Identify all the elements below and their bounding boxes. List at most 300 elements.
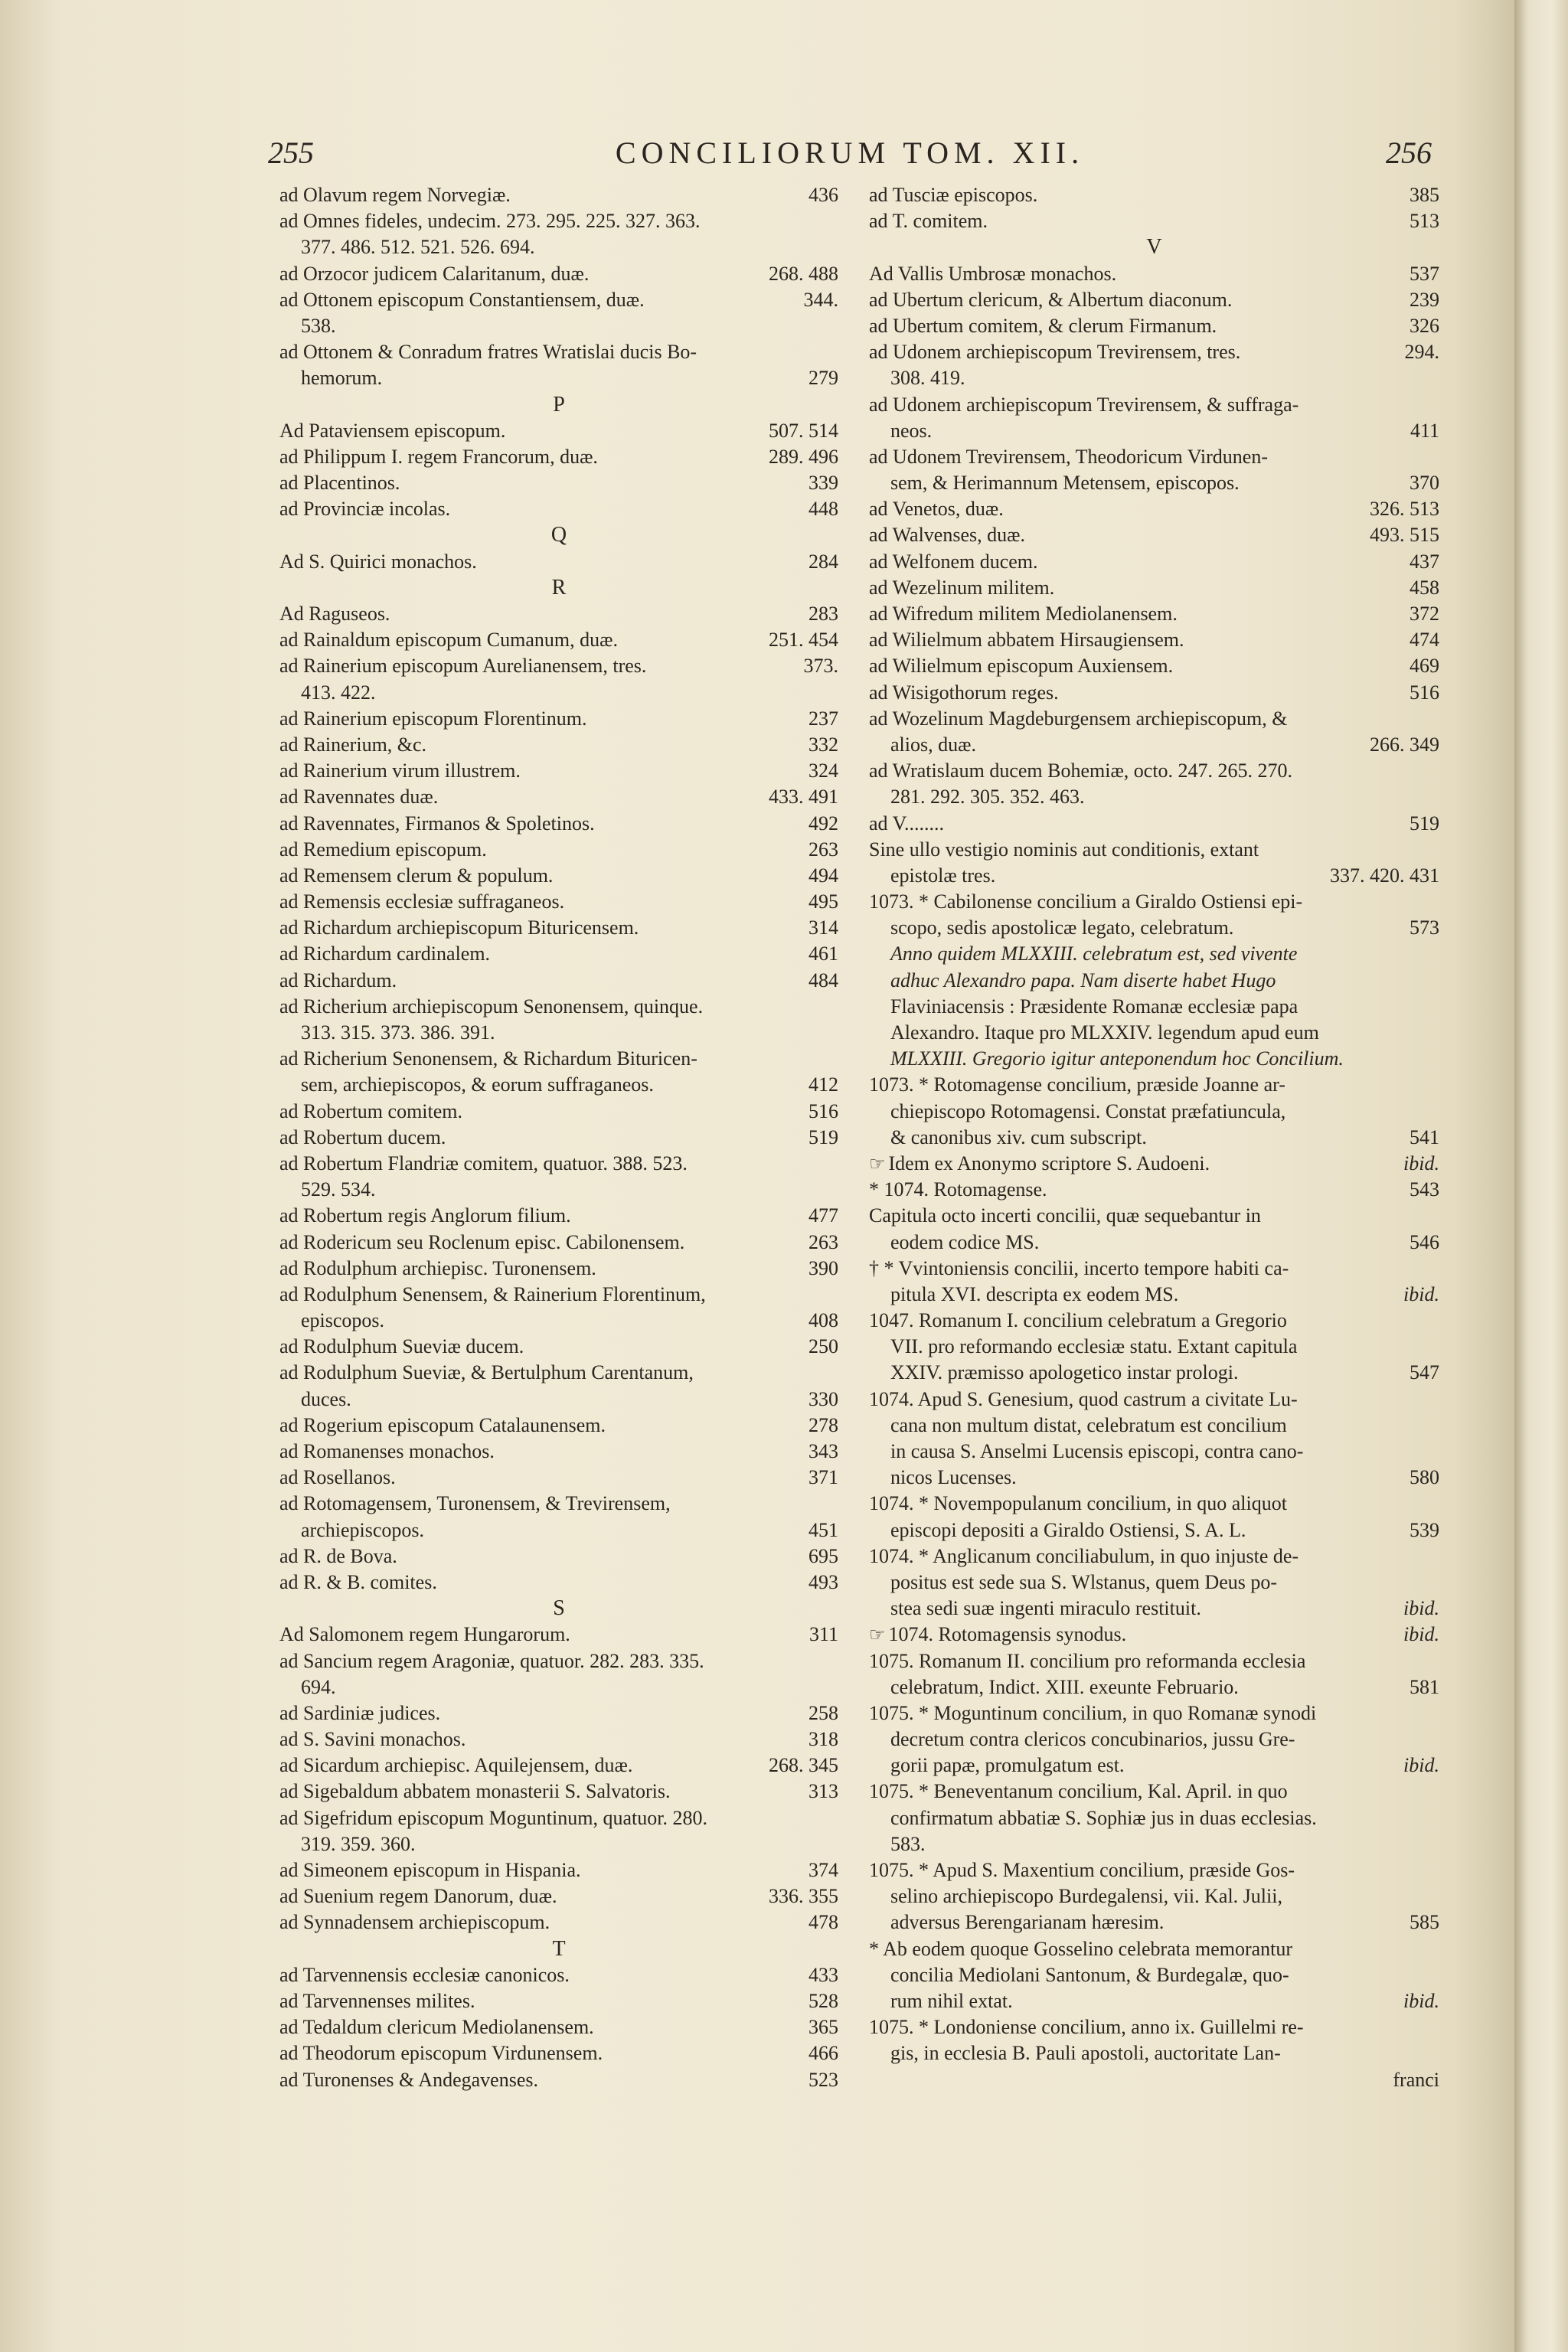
index-entry: [869, 1596, 1439, 1622]
entry-text: ad Robertum ducem.: [279, 1125, 446, 1148]
entry-text: ad Tarvennensis ecclesiæ canonicos.: [279, 1963, 570, 1986]
index-entry: [279, 732, 838, 758]
entry-text: MLXXIII. Gregorio igitur anteponendum hoc Concilium.: [890, 1047, 1344, 1070]
page-reference: 493. 515: [1370, 524, 1439, 547]
index-entry: [279, 968, 838, 994]
entry-text: ad R. & B. comites.: [279, 1570, 437, 1593]
section-letter: V: [1146, 235, 1162, 260]
page-reference: 581: [1410, 1675, 1439, 1698]
index-entry: [869, 365, 1439, 391]
entry-text: selino archiepiscopo Burdegalensi, vii. Kal. Julii,: [890, 1885, 1282, 1908]
entry-text: ad Rodulphum Sueviæ ducem.: [279, 1335, 524, 1358]
index-entry: [279, 1648, 838, 1674]
entry-text: Ad Salomonem regem Hungarorum.: [279, 1623, 570, 1646]
entry-text: ad S. Savini monachos.: [279, 1728, 466, 1751]
section-letter: S: [553, 1596, 565, 1621]
section-letter: R: [551, 575, 567, 599]
entry-text: † * Vvintoniensis concilii, incerto tempore habiti ca-: [869, 1256, 1289, 1279]
entry-text: ad Robertum comitem.: [279, 1099, 463, 1122]
index-entry: [869, 653, 1439, 679]
entry-text: Ad Raguseos.: [279, 603, 390, 625]
entry-text: ad Wilielmum abbatem Hirsaugiensem.: [869, 629, 1184, 652]
entry-text: stea sedi suæ ingenti miraculo restituit.: [890, 1597, 1201, 1620]
page-reference: 258: [808, 1701, 838, 1724]
index-entry: [869, 1700, 1439, 1726]
index-entry: [279, 1256, 838, 1282]
entry-text: ad Wozelinum Magdeburgensem archiepiscopum, &: [869, 707, 1288, 730]
page-reference: 332: [808, 733, 838, 756]
index-entry: [869, 1517, 1439, 1544]
entry-text: ad Rodulphum archiepisc. Turonensem.: [279, 1256, 596, 1279]
page-reference: 268. 488: [769, 262, 838, 285]
index-entry: [279, 470, 838, 496]
index-entry: [869, 287, 1439, 313]
entry-text: ad Ravennates, Firmanos & Spoletinos.: [279, 812, 595, 835]
entry-text: decretum contra clericos concubinarios, jussu Gre-: [890, 1728, 1295, 1751]
page-reference: ibid.: [1403, 1152, 1439, 1174]
page-reference: 385: [1410, 184, 1439, 206]
index-entry: [869, 470, 1439, 496]
entry-text: ad Walvenses, duæ.: [869, 524, 1025, 547]
page-reference: 469: [1410, 655, 1439, 678]
entry-text: ad Sardiniæ judices.: [279, 1701, 441, 1724]
index-entry: [869, 339, 1439, 365]
entry-text: ad Rogerium episcopum Catalaunensem.: [279, 1413, 606, 1436]
index-entry: [869, 496, 1439, 522]
index-entry: [279, 1726, 838, 1753]
index-entry: [869, 549, 1439, 575]
page-reference: 513: [1410, 210, 1439, 233]
entry-text: 377. 486. 512. 521. 526. 694.: [301, 236, 535, 259]
page-reference: 519: [1410, 812, 1439, 835]
entry-text: 1075. * Beneventanum concilium, Kal. April. in quo: [869, 1780, 1288, 1803]
index-entry: [279, 1387, 838, 1413]
index-entry: [279, 1177, 838, 1203]
page-reference: 284: [808, 550, 838, 573]
entry-text: ad Sancium regem Aragoniæ, quatuor. 282. 283. 335.: [279, 1649, 704, 1672]
entry-text: 313. 315. 373. 386. 391.: [301, 1021, 495, 1044]
entry-text: ad Rodericum seu Roclenum episc. Cabilonensem.: [279, 1230, 685, 1253]
entry-text: in causa S. Anselmi Lucensis episcopi, contra cano-: [890, 1440, 1304, 1462]
entry-text: cana non multum distat, celebratum est concilium: [890, 1413, 1287, 1436]
index-entry: [869, 1125, 1439, 1151]
entry-text: duces.: [301, 1387, 351, 1410]
index-entry: [869, 1020, 1439, 1046]
page-reference: 411: [1410, 419, 1439, 442]
entry-text: 1074. * Novempopulanum concilium, in quo aliquot: [869, 1492, 1287, 1515]
index-entry: [869, 418, 1439, 444]
index-entry: [279, 1334, 838, 1360]
page-reference: ibid.: [1403, 1623, 1439, 1646]
entry-text: ad Rainerium episcopum Florentinum.: [279, 707, 587, 730]
index-entry: [279, 1125, 838, 1151]
page-reference: 474: [1410, 629, 1439, 652]
section-letter: P: [553, 392, 565, 416]
entry-text: nicos Lucenses.: [890, 1466, 1017, 1489]
section-letter: T: [552, 1936, 566, 1961]
index-entry: [869, 2040, 1439, 2066]
index-entry: [869, 1883, 1439, 1909]
entry-text: hemorum.: [301, 367, 383, 390]
index-entry: [869, 522, 1439, 548]
index-entry: [279, 1072, 838, 1098]
page-reference: 339: [808, 472, 838, 495]
index-entry: [279, 1491, 838, 1517]
index-entry: [869, 1334, 1439, 1360]
page-reference: 279: [808, 367, 838, 390]
index-entry: [279, 889, 838, 915]
entry-text: ad Ubertum clericum, & Albertum diaconum.: [869, 288, 1233, 311]
entry-text: confirmatum abbatiæ S. Sophiæ jus in duas ecclesias.: [890, 1806, 1317, 1829]
entry-text: sem, & Herimannum Metensem, episcopos.: [890, 472, 1240, 495]
entry-text: positus est sede sua S. Wlstanus, quem Deus po-: [890, 1570, 1278, 1593]
entry-text: alios, duæ.: [890, 733, 976, 756]
entry-text: 1074. Apud S. Genesium, quod castrum a civitate Lu-: [869, 1387, 1298, 1410]
entry-text: episcopos.: [301, 1309, 385, 1332]
entry-text: ad Richardum.: [279, 969, 397, 991]
index-entry: [279, 182, 838, 208]
page-reference: 390: [808, 1256, 838, 1279]
page-reference: 251. 454: [769, 629, 838, 652]
entry-text: ad Wratislaum ducem Bohemiæ, octo. 247. 265. 270.: [869, 760, 1293, 782]
page-reference: 458: [1410, 576, 1439, 599]
index-entry: [869, 1909, 1439, 1936]
page-reference: 365: [808, 2016, 838, 2039]
index-entry: [869, 1831, 1439, 1857]
index-entry: [279, 1046, 838, 1072]
entry-text: ad Wifredum militem Mediolanensem.: [869, 603, 1178, 625]
page-reference: 437: [1410, 550, 1439, 573]
entry-text: gorii papæ, promulgatum est.: [890, 1754, 1125, 1777]
page-reference: 318: [808, 1728, 838, 1751]
entry-text: ad Udonem archiepiscopum Trevirensem, tres.: [869, 341, 1241, 364]
entry-text: 538.: [301, 314, 336, 337]
index-entry: [869, 732, 1439, 758]
entry-text: ad Rodulphum Senensem, & Rainerium Florentinum,: [279, 1282, 706, 1305]
entry-text: ad Sigebaldum abbatem monasterii S. Salvatoris.: [279, 1780, 671, 1803]
index-entry: [869, 2014, 1439, 2040]
index-entry: [869, 261, 1439, 287]
index-entry: [869, 1570, 1439, 1596]
page-reference: 268. 345: [769, 1754, 838, 1777]
entry-text: ad Ubertum comitem, & clerum Firmanum.: [869, 314, 1217, 337]
page-reference: 412: [808, 1073, 838, 1096]
index-entry: [279, 811, 838, 837]
index-entry: [279, 915, 838, 941]
page-reference: 433: [808, 1963, 838, 1986]
entry-text: ad Orzocor judicem Calaritanum, duæ.: [279, 262, 590, 285]
index-entry: [869, 182, 1439, 208]
index-entry: [869, 1099, 1439, 1125]
page-reference: 336. 355: [769, 1885, 838, 1908]
index-entry: [279, 1465, 838, 1491]
index-entry: [279, 313, 838, 339]
index-entry: [869, 601, 1439, 627]
index-entry: [279, 784, 838, 810]
entry-text: * Ab eodem quoque Gosselino celebrata memorantur: [869, 1937, 1293, 1960]
index-entry: [279, 1988, 838, 2014]
entry-text: ad Theodorum episcopum Virdunensem.: [279, 2042, 603, 2065]
index-entry: [279, 234, 838, 260]
index-entry: [869, 1805, 1439, 1831]
index-entry: [279, 1439, 838, 1465]
entry-text: Sine ullo vestigio nominis aut conditionis, extant: [869, 838, 1259, 861]
index-entry: [869, 1962, 1439, 1988]
entry-text: ad Robertum Flandriæ comitem, quatuor. 388. 523.: [279, 1152, 688, 1174]
index-entry: [279, 365, 838, 391]
index-entry: [279, 1857, 838, 1883]
entry-text: 1075. Romanum II. concilium pro reformanda ecclesia: [869, 1649, 1306, 1672]
index-entry: [279, 1308, 838, 1334]
index-entry: [279, 1779, 838, 1805]
entry-text: ad Sigefridum episcopum Moguntinum, quatuor. 280.: [279, 1806, 707, 1829]
index-entry: [869, 313, 1439, 339]
page-reference: 436: [808, 184, 838, 206]
index-entry: [869, 889, 1439, 915]
entry-text: ad Robertum regis Anglorum filium.: [279, 1204, 571, 1227]
entry-text: Anno quidem MLXXIII. celebratum est, sed vivente: [890, 942, 1298, 965]
index-entry: [279, 549, 838, 575]
page-reference: 547: [1410, 1361, 1439, 1384]
index-entry: [279, 339, 838, 365]
page-reference: 408: [808, 1309, 838, 1332]
index-entry: [869, 1622, 1439, 1648]
index-entry: [279, 1700, 838, 1726]
index-entry: [279, 941, 838, 967]
index-entry: [279, 2014, 838, 2040]
index-entry: [279, 208, 838, 234]
page-reference: 477: [808, 1204, 838, 1227]
entry-text: ad Udonem Trevirensem, Theodoricum Virdunen-: [869, 445, 1269, 468]
index-entry: [279, 627, 838, 653]
entry-text: adhuc Alexandro papa. Nam diserte habet Hugo: [890, 969, 1276, 991]
entry-text: ad Placentinos.: [279, 472, 400, 495]
entry-text: ad Rainerium virum illustrem.: [279, 760, 521, 782]
index-entry: [279, 1230, 838, 1256]
entry-text: 694.: [301, 1675, 336, 1698]
entry-text: eodem codice MS.: [890, 1230, 1040, 1253]
entry-text: ad Turonenses & Andegavenses.: [279, 2068, 538, 2091]
entry-text: 413. 422.: [301, 681, 376, 704]
entry-text: 1075. * Apud S. Maxentium concilium, præside Gos-: [869, 1859, 1295, 1881]
index-entry: [279, 1753, 838, 1779]
entry-text: ad Rainerium episcopum Aurelianensem, tres.: [279, 655, 647, 678]
entry-text: adversus Berengarianam hæresim.: [890, 1911, 1165, 1934]
page-reference: 263: [808, 1230, 838, 1253]
index-entry: [279, 287, 838, 313]
index-entry: [869, 758, 1439, 784]
page-reference: 448: [808, 498, 838, 521]
index-entry: [869, 1544, 1439, 1570]
index-entry: [869, 1439, 1439, 1465]
index-entry: [869, 837, 1439, 863]
entry-text: ad Philippum I. regem Francorum, duæ.: [279, 445, 598, 468]
index-entry: [869, 1230, 1439, 1256]
index-entry: [279, 837, 838, 863]
index-entry: [869, 968, 1439, 994]
page-reference: 546: [1410, 1230, 1439, 1253]
page-reference: 337. 420. 431: [1330, 864, 1439, 887]
index-entry: [869, 1753, 1439, 1779]
page-number-right: 256: [1386, 136, 1432, 170]
page-reference: 495: [808, 890, 838, 913]
index-entry: [869, 1857, 1439, 1883]
index-entry: [869, 680, 1439, 706]
index-entry: [279, 1805, 838, 1831]
index-entry: [279, 863, 838, 889]
entry-text: ad Suenium regem Danorum, duæ.: [279, 1885, 557, 1908]
page-reference: 461: [808, 942, 838, 965]
index-entry: [869, 706, 1439, 732]
index-entry: [279, 1909, 838, 1936]
page-reference: 539: [1410, 1518, 1439, 1541]
index-entry: [869, 392, 1439, 418]
page-reference: 451: [808, 1518, 838, 1541]
page-reference: 283: [808, 603, 838, 625]
index-entry: [869, 1726, 1439, 1753]
index-entry: [869, 575, 1439, 601]
entry-text: sem, archiepiscopos, & eorum suffraganeos.: [301, 1073, 654, 1096]
index-entry: [869, 1387, 1439, 1413]
index-entry: [279, 758, 838, 784]
entry-text: 529. 534.: [301, 1178, 376, 1201]
entry-text: ad Rainaldum episcopum Cumanum, duæ.: [279, 629, 618, 652]
entry-text: ad Olavum regem Norvegiæ.: [279, 184, 511, 206]
page-reference: 543: [1410, 1178, 1439, 1201]
entry-text: ad Ravennates duæ.: [279, 786, 439, 808]
index-entry: [869, 1413, 1439, 1439]
index-entry: [869, 1203, 1439, 1229]
entry-text: Idem ex Anonymo scriptore S. Audoeni.: [888, 1152, 1210, 1174]
entry-text: Flaviniacensis : Præsidente Romanæ ecclesiæ papa: [890, 995, 1298, 1018]
index-entry: [869, 994, 1439, 1020]
index-entry: [279, 1413, 838, 1439]
page-reference: 311: [808, 1623, 838, 1646]
page-reference: 314: [808, 916, 838, 939]
page-reference: 507. 514: [769, 419, 838, 442]
page-reference: 370: [1410, 472, 1439, 495]
index-entry: [279, 1517, 838, 1544]
entry-text: Ad Pataviensem episcopum.: [279, 419, 506, 442]
index-entry: [279, 1544, 838, 1570]
page-reference: 372: [1410, 603, 1439, 625]
index-entry: [869, 1282, 1439, 1308]
entry-text: 281. 292. 305. 352. 463.: [890, 786, 1085, 808]
page-reference: 263: [808, 838, 838, 861]
entry-text: neos.: [890, 419, 933, 442]
index-entry: [279, 1282, 838, 1308]
page-reference: 374: [808, 1859, 838, 1881]
page-reference: 237: [808, 707, 838, 730]
page-reference: 516: [1410, 681, 1439, 704]
index-entry: [869, 1988, 1439, 2014]
index-entry: [279, 1962, 838, 1988]
entry-text: ad Richardum cardinalem.: [279, 942, 491, 965]
index-entry: [869, 1256, 1439, 1282]
index-entry: [869, 1491, 1439, 1517]
index-entry: [869, 1308, 1439, 1334]
entry-text: ad Omnes fideles, undecim. 273. 295. 225. 327. 363.: [279, 210, 701, 233]
index-entry: [279, 1622, 838, 1648]
page-reference: 330: [808, 1387, 838, 1410]
page-reference: 250: [808, 1335, 838, 1358]
left-index-column: [279, 182, 838, 2093]
index-entry: [279, 2067, 838, 2093]
index-entry: [279, 706, 838, 732]
index-entry: [869, 1465, 1439, 1491]
index-entry: [279, 680, 838, 706]
index-entry: [279, 444, 838, 470]
entry-text: rum nihil extat.: [890, 1989, 1013, 2012]
page-reference: 580: [1410, 1466, 1439, 1489]
page-reference: 239: [1410, 288, 1439, 311]
page-reference: 493: [808, 1570, 838, 1593]
page-number-left: 255: [268, 136, 314, 170]
right-index-column: [869, 182, 1439, 2093]
entry-text: ad Wilielmum episcopum Auxiensem.: [869, 655, 1174, 678]
entry-text: ad Richerium Senonensem, & Richardum Bituricen-: [279, 1047, 697, 1070]
index-entry: [869, 1936, 1439, 1962]
page-reference: 326. 513: [1370, 498, 1439, 521]
page-reference: 484: [808, 969, 838, 991]
page-reference: 516: [808, 1099, 838, 1122]
page-reference: 373.: [803, 655, 838, 678]
entry-text: 1074. * Anglicanum conciliabulum, in quo injuste de-: [869, 1544, 1299, 1567]
index-entry: [279, 1203, 838, 1229]
page-reference: 344.: [803, 288, 838, 311]
page-reference: 371: [808, 1466, 838, 1489]
page-reference: 466: [808, 2042, 838, 2065]
page-reference: 492: [808, 812, 838, 835]
entry-text: Ad S. Quirici monachos.: [279, 550, 477, 573]
page-reference: 537: [1410, 262, 1439, 285]
index-entry: [279, 1883, 838, 1909]
page-reference: ibid.: [1403, 1754, 1439, 1777]
index-entry: [869, 941, 1439, 967]
index-entry: [869, 1072, 1439, 1098]
entry-text: ad Rosellanos.: [279, 1466, 396, 1489]
page-reference: 528: [808, 1989, 838, 2012]
entry-text: gis, in ecclesia B. Pauli apostoli, auctoritate Lan-: [890, 2042, 1281, 2065]
index-entry: [869, 208, 1439, 234]
entry-text: ad Remensis ecclesiæ suffraganeos.: [279, 890, 565, 913]
entry-text: archiepiscopos.: [301, 1518, 425, 1541]
index-entry: [279, 601, 838, 627]
entry-text: ad Welfonem ducem.: [869, 550, 1038, 573]
index-entry: [869, 1360, 1439, 1386]
running-title: CONCILIORUM TOM. XII.: [615, 136, 1085, 170]
entry-text: ad Rainerium, &c.: [279, 733, 427, 756]
index-entry: [279, 994, 838, 1020]
index-entry: [279, 1151, 838, 1177]
entry-text: VII. pro reformando ecclesiæ statu. Extant capitula: [890, 1335, 1298, 1358]
entry-text: ad Remensem clerum & populum.: [279, 864, 554, 887]
entry-text: ad Wezelinum militem.: [869, 576, 1055, 599]
index-entry: [279, 2040, 838, 2066]
index-entry: [279, 1570, 838, 1596]
entry-text: ad Sicardum archiepisc. Aquilejensem, duæ.: [279, 1754, 633, 1777]
index-entry: [869, 784, 1439, 810]
page-reference: 326: [1410, 314, 1439, 337]
index-entry: [279, 496, 838, 522]
index-entry: [279, 1674, 838, 1700]
section-letter: Q: [550, 523, 567, 547]
entry-text: scopo, sedis apostolicæ legato, celebratum.: [890, 916, 1234, 939]
index-entry: [869, 444, 1439, 470]
page-reference: 433. 491: [769, 786, 838, 808]
page-reference: ibid.: [1403, 1989, 1439, 2012]
entry-text: ad R. de Bova.: [279, 1544, 397, 1567]
